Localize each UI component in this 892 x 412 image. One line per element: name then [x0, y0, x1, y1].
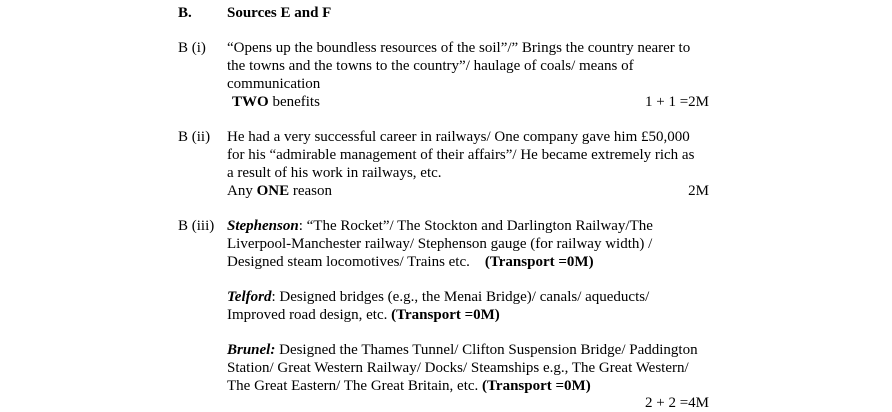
question-label-b-ii: B (ii): [178, 129, 211, 145]
answer-line: He had a very successful career in railways/ One company gave him £50,000: [227, 129, 690, 145]
telford-line: [227, 289, 649, 306]
brunel-text: The Great Eastern/ The Great Britain, etc.: [227, 378, 479, 394]
stephenson-text: Designed steam locomotives/ Trains etc.: [227, 254, 470, 270]
answer-line: Liverpool-Manchester railway/ Stephenson gauge (for railway width) /: [227, 236, 653, 252]
answer-line: the towns and the towns to the country”/ haulage of coals/ means of: [227, 58, 634, 74]
answer-line: for his “admirable management of their affairs”/ He became extremely rich as: [227, 147, 695, 163]
transport-note: (Transport =0M): [391, 307, 500, 323]
requirement-pre: Any: [227, 183, 257, 199]
answer-line: [227, 307, 500, 324]
requirement-rest: benefits: [268, 94, 320, 110]
stephenson-text: : “The Rocket”/ The Stockton and Darlington Railway/The: [298, 218, 653, 234]
marks-b-i: 1 + 1 =2M: [644, 94, 709, 110]
requirement-rest: reason: [289, 183, 333, 199]
question-label-b-i: B (i): [178, 40, 206, 56]
brunel-line: [227, 342, 698, 359]
brunel-name: Brunel:: [227, 342, 276, 358]
requirement-text: [232, 94, 320, 111]
marks-b-iii: 2 + 2 =4M: [644, 395, 709, 411]
section-letter: B.: [178, 5, 192, 21]
telford-text: Improved road design, etc.: [227, 307, 388, 323]
requirement-count: TWO: [232, 94, 269, 110]
transport-note: (Transport =0M): [482, 378, 591, 394]
stephenson-name: Stephenson: [227, 218, 299, 234]
telford-text: : Designed bridges (e.g., the Menai Bridge)/ canals/ aqueducts/: [271, 289, 650, 305]
answer-line: [227, 378, 591, 395]
brunel-text: Designed the Thames Tunnel/ Clifton Suspension Bridge/ Paddington: [275, 342, 698, 358]
requirement-count: ONE: [256, 183, 290, 199]
answer-line: Station/ Great Western Railway/ Docks/ Steamships e.g., The Great Western/: [227, 360, 689, 376]
section-title: Sources E and F: [227, 5, 332, 21]
requirement-text: [227, 183, 332, 200]
marks-b-ii: 2M: [688, 183, 709, 199]
transport-note: (Transport =0M): [484, 254, 594, 270]
stephenson-line: [227, 218, 653, 235]
answer-line: [227, 254, 594, 271]
telford-name: Telford: [227, 289, 272, 305]
answer-line: a result of his work in railways, etc.: [227, 165, 442, 181]
question-label-b-iii: B (iii): [178, 218, 215, 234]
answer-line: “Opens up the boundless resources of the soil”/” Brings the country nearer to: [227, 40, 691, 56]
answer-line: communication: [227, 76, 321, 92]
